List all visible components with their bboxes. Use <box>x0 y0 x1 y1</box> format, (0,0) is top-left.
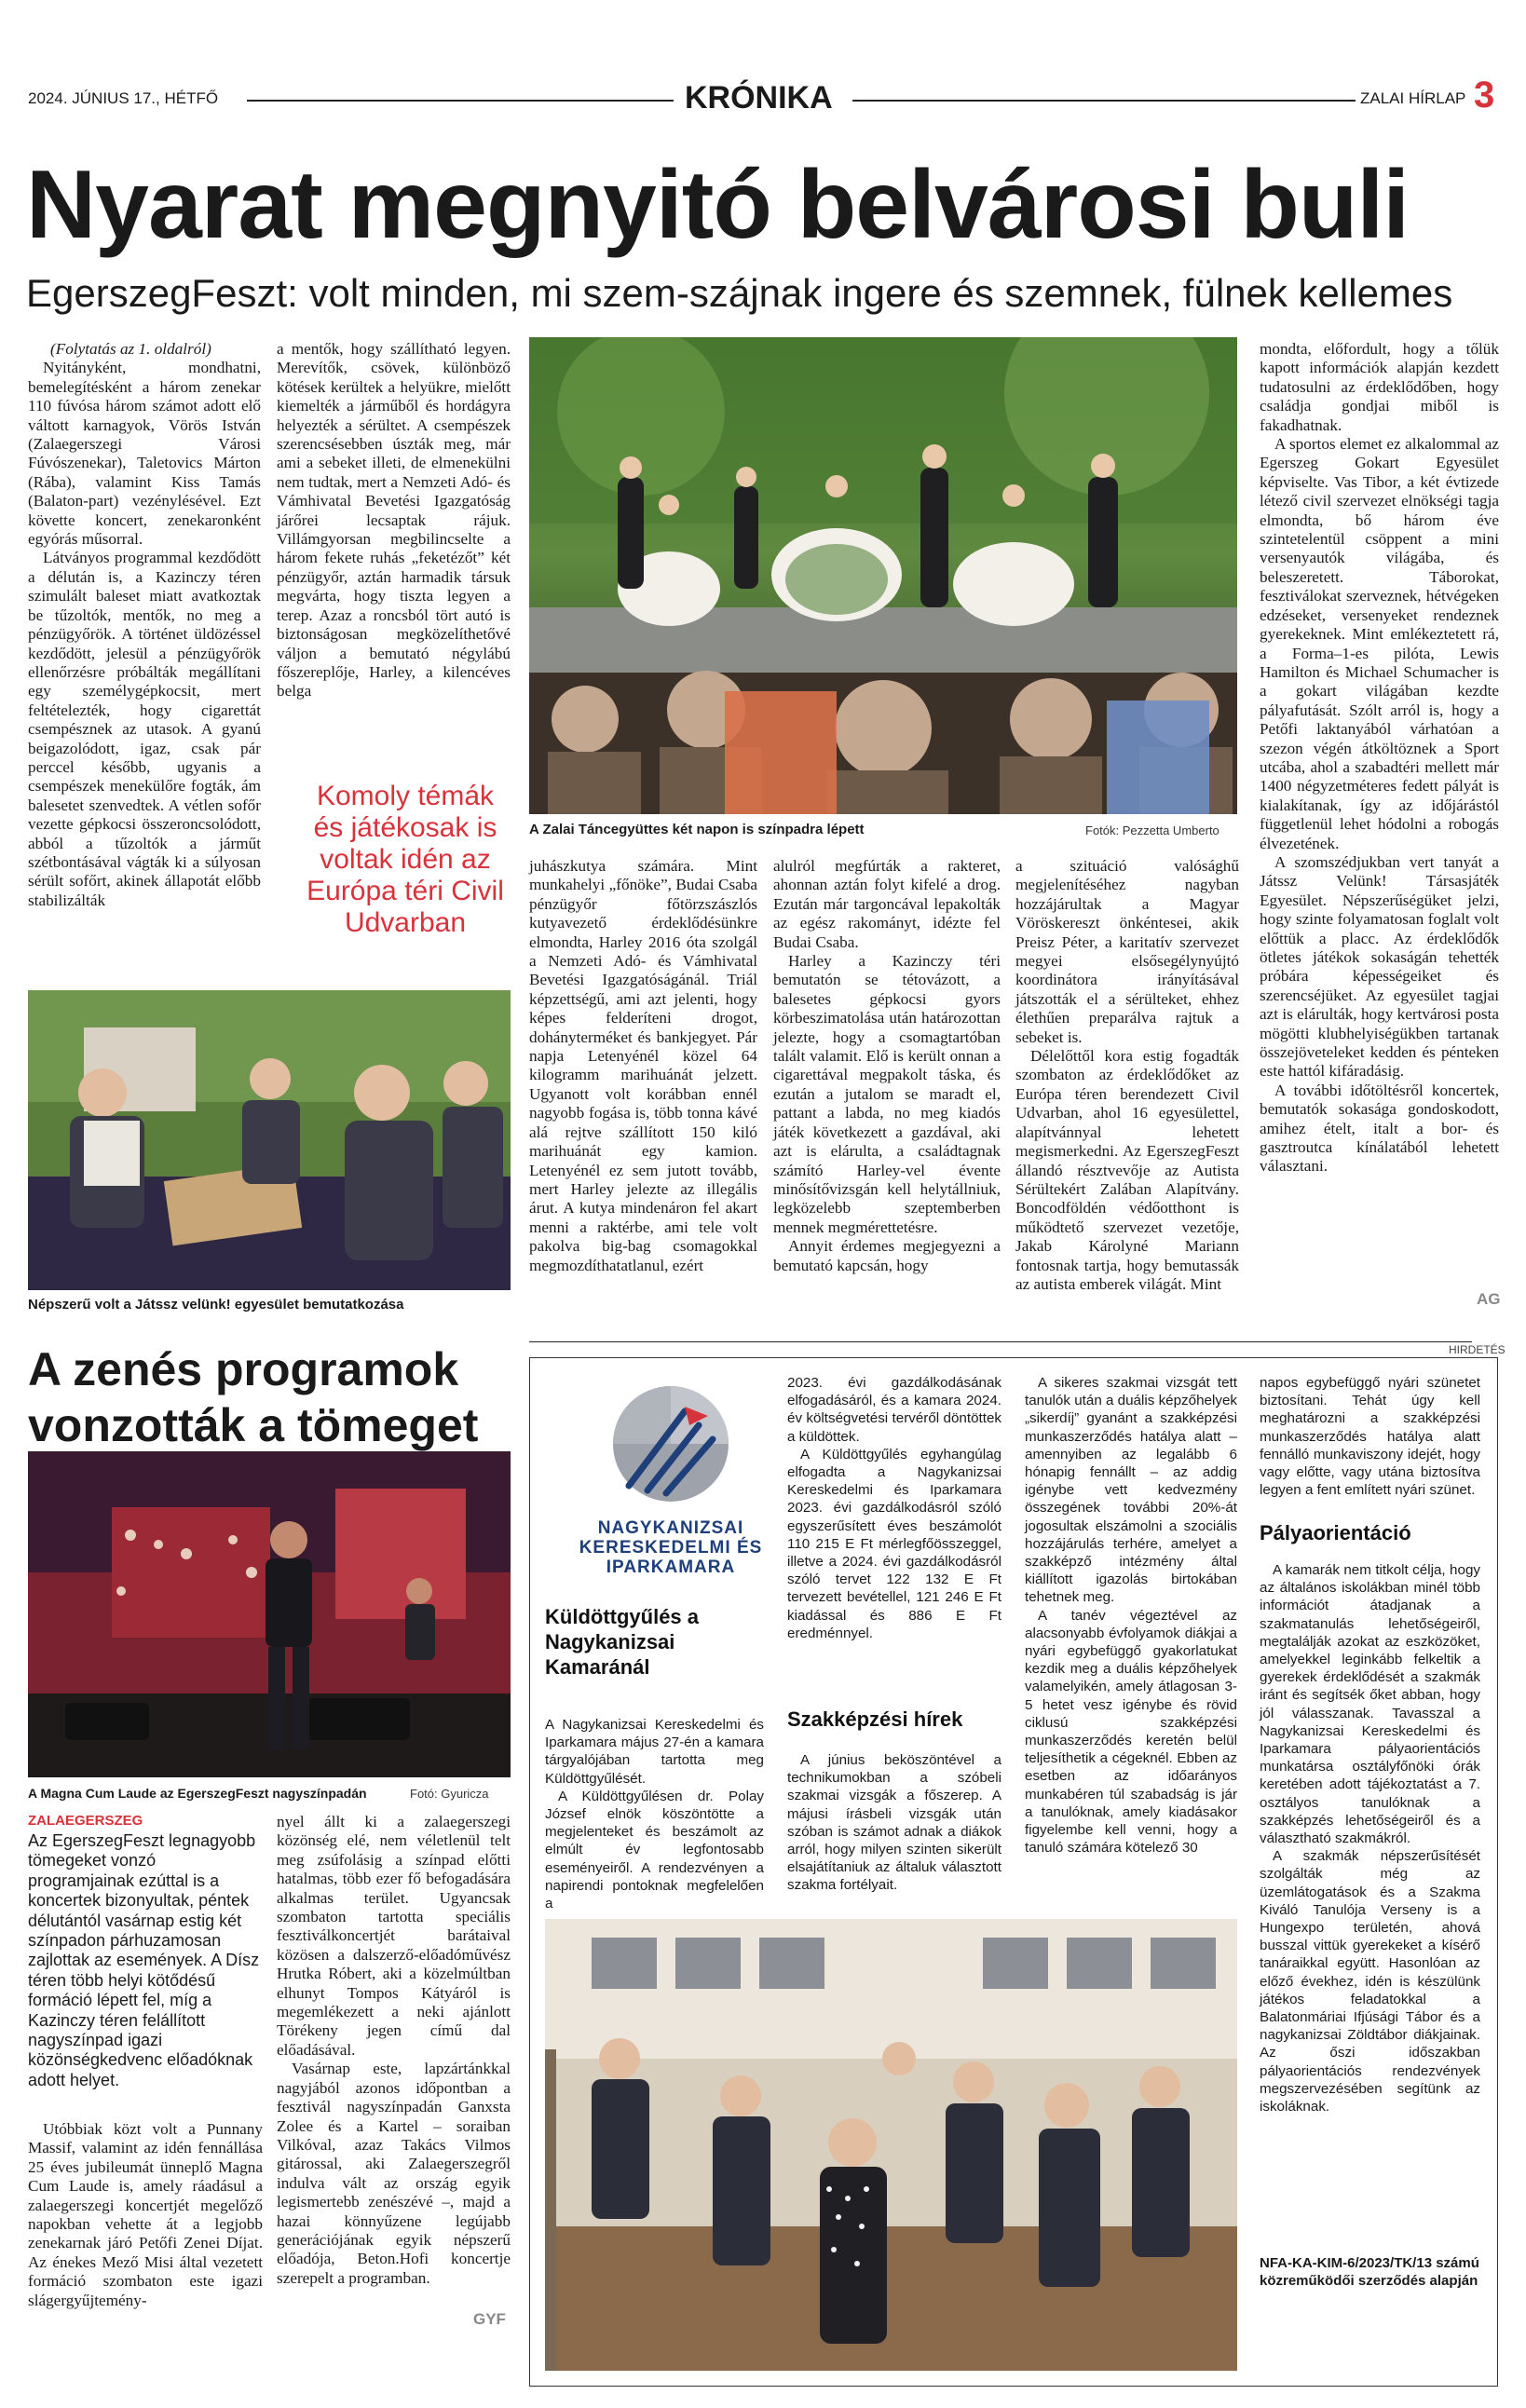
second-col-1 <box>28 2120 263 2310</box>
ad-col-2 <box>787 1374 1001 1642</box>
paragraph: 2023. évi gazdálkodásának elfogadásáról, és a kamara 2024. év költségvetési tervéről döntöttek a küldöttek. <box>787 1375 1001 1445</box>
ad-top-rule <box>529 1341 1472 1342</box>
main-col-6 <box>1260 340 1499 1177</box>
paragraph: napos egybefüggő nyári szünetet biztosítani. Tehát úgy kell meghatározni a szakképzési munkaszerződés hatálya alatt fennálló munkaviszony idejét, hogy vagy előtte, vagy utána biztosítva legyen a fent említett nyári szünet. <box>1260 1375 1480 1499</box>
paragraph: A szakmák népszerűsítését szolgálták még az üzemlátogatások és a Szakma Kiváló Tanulója Verseny is a Hungexpo területén, ahová busszal vittük gyerekeket a kísérő tanáraikkal együtt. Hasonlóan az előző évekhez, idén is készülünk játékos feladatokkal a Balatonmáriai Ifjúsági Tábor és a nagykanizsai Zöldtábor diákjainak. Az őszi időszakban pályaorientációs rendezvények megszervezésében segítünk az iskoláknak. <box>1260 1848 1480 2116</box>
ad-title-orientation: Pályaorientáció <box>1260 1521 1411 1544</box>
main-col-5 <box>1015 857 1239 1294</box>
main-col-3 <box>529 857 757 1275</box>
paragraph: Annyit érdemes megjegyezni a bemutató kapcsán, hogy <box>773 1237 1001 1274</box>
second-headline-line2: vonzották a tömeget <box>28 1399 479 1451</box>
paragraph: mondta, előfordult, hogy a tőlük kapott információk alapján kezdett tudatosulni az érdeklődőben, hogy családja gondjai miből is fakadhatnak. <box>1260 340 1499 434</box>
paragraph: Vasárnap este, lapzártánkkal nagyjából azonos időpontban a fesztivál nagyszínpadán Ganxsta Zolee és a Kartel – soraiban Vilkóval, azaz Takács Vilmos gitárossal, aki Zalaegerszegről indulva vált az ország egyik legismertebb zenészévé –, majd a hazai könnyűzene legújabb generációjának egyik népszerű előadója, Beton.Hofi koncertje szerepelt a programban. <box>277 2060 511 2287</box>
dance-photo-image <box>529 337 1237 814</box>
header-rule-right <box>852 100 1356 102</box>
paragraph: A Küldöttgyűlésen dr. Polay József elnök köszöntötte a megjelenteket és beszámolt az elmúlt év legfontosabb eseményeiről. A rendezvényen a napirendi pontoknak megfelelően a <box>545 1788 764 1912</box>
ad-col-2b <box>787 1751 1001 1895</box>
ad-tag: HIRDETÉS <box>1449 1343 1506 1356</box>
paragraph: A Nagykanizsai Kereskedelmi és Iparkamara május 27-én a kamara tárgyalójában tartotta meg Küldöttgyűlését. <box>545 1717 764 1787</box>
chamber-name-line3: IPARKAMARA <box>606 1558 736 1577</box>
meeting-photo <box>545 1919 1237 2371</box>
paragraph: a mentők, hogy szállítható legyen. Merevítők, csövek, különböző kötések kerültek a helyükre, mielőtt kiemelték a járműből és hordágyra helyezték a sérültet. A csempészek szerencsésebben úszták meg, már ami a sebeket illeti, de elmenekülni nem tudtak, mert a Nemzeti Adó- és Vámhivatal Bevetési Igazgatóság járőrei lecsaptak rájuk. Villámgyorsan megbilincselte a három fekete ruhás „feketézőt” két pénzügyőr, aztán harmadik társuk megvárta, hogy tiszta legyen a terep. Azaz a roncsból tört autó is biztonságosan megközelíthetővé váljon a bemutató négylábú főszereplője, Harley, a kilencéves belga <box>277 340 511 701</box>
second-col-2 <box>277 1813 511 2288</box>
paragraph: alulról megfúrták a rakteret, ahonnan aztán folyt kifelé a drog. Ezután már targoncával lepakolták az egész rakományt, idézte fel Budai Csaba. <box>773 857 1001 951</box>
header-page-number: 3 <box>1474 75 1495 116</box>
paragraph: A sikeres szakmai vizsgát tett tanulók után a duális képzőhelyek „sikerdíj” gyanánt a szakképzési munkaszerződés hatálya alatt – amennyiben az legalább 6 hónapig fennállt – az addig igénybe vett kedvezmény összegének további 20%-át jogosultak elszámolni a szociális hozzájárulás terhére, amelyet a szakképző intézmény által kiállított igazolás birtokában tehetnek meg. <box>1025 1375 1237 1606</box>
boardgame-photo <box>28 990 511 1290</box>
chamber-name <box>554 1518 787 1577</box>
paragraph: A Küldöttgyűlés egyhangúlag elfogadta a Nagykanizsai Kereskedelmi és Iparkamara 2023. évi gazdálkodásról szóló egyszerűsített éves beszámolót 110 215 E Ft mérlegfőösszeggel, illetve a 2024. évi gazdálkodásról szóló tervet 122 132 E Ft tervezett bevétellel, 121 246 E Ft kiadással és 886 E Ft eredménnyel. <box>787 1446 1001 1641</box>
concert-photo-credit: Fotó: Gyuricza <box>410 1787 489 1801</box>
continued-note: (Folytatás az 1. oldalról) <box>50 340 211 358</box>
main-subheadline: EgerszegFeszt: volt minden, mi szem-szájnak ingere és szemnek, fülnek kellemes <box>26 271 1453 315</box>
paragraph: Délelőttől kora estig fogadták szombaton az érdeklődőket az Európa téren berendezett Civil Udvarban, ahol 16 egyesülettel, alapítvánnyal lehetett megismerkedni. Az EgerszegFeszt állandó résztvevője az Autista Sérültekért Zalában Alapítvány. Boncodföldén védőotthont is működtető szervezet vezetője, Jakab Károlyné Mariann fontosnak tartja, hogy bemutassák az autista emberek világát. Mint <box>1015 1047 1239 1293</box>
main-col-4 <box>773 857 1001 1275</box>
paragraph: A sportos elemet ez alkalommal az Egerszeg Gokart Egyesület képviselte. Vas Tibor, a két évtizede létező civil szervezet elnökségi tagja elmondta, bő három éve szintetelentül csöppent a mini versenyautók világába, és beleszeretett. Táborokat, fesztiválokat szerveznek, hétvégeken edzéseket, versenyeket rendeznek gyerekeknek. Mint emlékeztetett rá, a Forma–1-es pilóta, Lewis Hamilton és Michael Schumacher is a gokart világában kezdte pályafutását. Szólt arról is, hogy a Petőfi laktanyából várhatóan a szezon végén átköltöznek a Sport utcába, ahol a szabadtéri mellett már 1400 négyzetméteres fedett pályát is kialakítanak, így az időjárástól függetlenül lehet hódolni a robogás élvezetének. <box>1260 435 1499 852</box>
second-signature: GYF <box>473 2310 506 2328</box>
main-col-2 <box>277 340 511 701</box>
ad-col-4 <box>1260 1374 1480 1499</box>
paragraph: nyel állt ki a zalaegerszegi közönség elé, nem véletlenül telt meg zsúfolásig a színpad előtti hatalmas, több ezer fő befogadására alkalmas terület. Ugyancsak szombaton tartotta speciális fesztiválkoncertjét barátaival közösen a dalszerző-előadóművész Hrutka Róbert, aki a közelmúltban elhunyt Tompos Kátyáról is megemlékezett a neki ajánlott Törékeny jegen című dal előadásával. <box>277 1813 511 2059</box>
main-signature: AG <box>1477 1290 1501 1308</box>
header-section: KRÓNIKA <box>685 80 833 116</box>
paragraph: juhászkutya számára. Mint munkahelyi „főnöke”, Budai Csaba pénzügyőr főtörzszászlós kutyavezető érdeklődésünkre elmondta, Harley 2016 óta szolgál a Nemzeti Adó- és Vámhivatal Bevetési Igazgatóságánál. Triál képzettségű, ami azt jelenti, hogy képes felderíteni drogot, dohányterméket és bankjegyet. Pár napja Letenyénél közel 64 kilogramm marihuánát jelzett. Ugyanott volt korábban ennél nagyobb fogása is, több tonna kávé alá rejtve szállított 150 kiló marihuánát egy kamion. Letenyénél ez sem jutott tovább, mert Harley jelezte az illegális árut. A kutya mindenáron fel akart menni a raktérbe, ami tele volt pakolva big-bag csomagokkal megmozdíthatatlanul, ezért <box>529 857 757 1274</box>
concert-photo-image <box>28 1451 511 1777</box>
meeting-photo-image <box>545 1919 1237 2371</box>
main-headline: Nyarat megnyitó belvárosi buli <box>26 151 1410 259</box>
paragraph: Harley a Kazinczy téri bemutatón se tétovázott, a balesetes gépkocsi gyors körbeszimatolása után határozottan jelezte, hogy a csomagtartóban talált valamit. Elő is került onnan a cigarettával megpakolt táska, és ezután a jutalom se maradt el, pattant a labda, no meg kiadós játék következett a gazdával, aki azt is elárulta, a családtagnak számító Harley-vel évente minősítővizsgán kell helytállniuk, legközelebb szeptemberben mennek megmérettetésre. <box>773 952 1001 1236</box>
chamber-name-line2: KERESKEDELMI ÉS <box>579 1538 763 1558</box>
ad-title-meeting: Küldöttgyűlés a Nagykanizsai Kamaránál <box>545 1605 700 1679</box>
header-paper: ZALAI HÍRLAP <box>1360 89 1466 107</box>
main-col-1 <box>28 340 261 910</box>
paragraph: A tanév végeztével az alacsonyabb évfolyamok diákjai a nyári egybefüggő gyakorlatukat kezdik meg a duális képzőhelyek valamelyikén, amely átlagosan 3-5 hetet vesz igénybe és rövid ciklusú szakképzési munkaszerződés keretén belül teljesíthetik a cégeknél. Ebben az esetben az időarányos munkabéren túl szabadság is jár a tanulóknak, amely kiadásakor figyelembe kell venni, hogy a tanuló számára kötelező 30 <box>1025 1607 1237 1857</box>
chamber-logo-icon <box>596 1374 745 1514</box>
paragraph: A június beköszöntével a technikumokban a szóbeli szakmai vizsgák a főszerep. A májusi írásbeli vizsgák után szóban is számot adnak a diákok arról, hogy milyen szinten sikerült elsajátítaniuk az általuk választott szakma fortélyait. <box>787 1752 1001 1894</box>
dance-photo-caption: A Zalai Táncegyüttes két napon is színpadra lépett <box>529 822 865 837</box>
header-date: 2024. JÚNIUS 17., HÉTFŐ <box>28 89 219 107</box>
paragraph: A szomszédjukban vert tanyát a Játssz Velünk! Társasjáték Egyesület. Népszerűségüket jelzi, hogy szinte folyamatosan foglalt volt előttük a placc. Az érdeklődők ötletes játékok sokaságán tehették próbára képességeiket és szerencséjüket. Az egyesület tagjai azt is elárulták, hogy kertvárosi posta mögötti klubhelyiségükben tartanak összejöveteleket kedden és pénteken este hattól kifáradásig. <box>1260 852 1499 1081</box>
pull-quote: Komoly témák és játékosak is voltak idén az Európa téri Civil Udvarban <box>307 781 504 938</box>
concert-photo-caption: A Magna Cum Laude az EgerszegFeszt nagyszínpadán <box>28 1786 367 1801</box>
chamber-logo <box>596 1374 745 1514</box>
paragraph: A további időtöltésről koncertek, bemutatók sokasága gondoskodott, amihez ételt, italt a bor- és gasztroutca kínálatából lehetett választani. <box>1260 1081 1499 1176</box>
ad-footer-code: NFA-KA-KIM-6/2023/TK/13 számú közreműködői szerződés alapján <box>1260 2255 1479 2289</box>
paragraph: Nyitányként, mondhatni, bemelegítésként a három zenekar 110 fúvósa három számot adott elő váltott karnagyok, Vörös István (Zalaegerszegi Városi Fúvószenekar), Taletovics Márton (Rába), valamint Kiss Tamás (Balaton-part) vezénylésével. Ezt követte koncert, zenekaronként egyórás műsorral. <box>28 359 261 549</box>
ad-col-3 <box>1025 1374 1237 1857</box>
paragraph: A kamarák nem titkolt célja, hogy az általános iskolákban minél több információt átadjanak a szakmatanulás lehetőségeiről, megtalálják azokat az eszközöket, amelyekkel leginkább felkeltik a gyerekek érdeklődését a szakmák iránt és segítsék őket abban, hogy jól válasszanak. Tavasszal a Nagykanizsai Kereskedelmi és Iparkamara pályaorientációs munkatársa osztályfőnöki órák keretében adott tájékoztatást a 7. osztályos tanulóknak a szakképzés lehetőségeiről és a választható szakmákról. <box>1260 1562 1480 1847</box>
boardgame-photo-caption: Népszerű volt a Játssz velünk! egyesület bemutatkozása <box>28 1297 404 1313</box>
chamber-name-line1: NAGYKANIZSAI <box>597 1518 744 1538</box>
header-rule-left <box>247 100 674 102</box>
second-lead: Az EgerszegFeszt legnagyobb tömegeket vonzó programjainak ezúttal is a koncertek bizonyultak, péntek délutántól vasárnap estig két színpadon párhuzamosan zajlottak az események. A Dísz téren több helyi kötődésű formáció lépett fel, míg a Kazinczy téren felállított nagyszínpad igazi közönségkedvenc előadóknak adott helyet. <box>28 1831 260 2089</box>
second-headline-line1: A zenés programok <box>28 1343 459 1395</box>
boardgame-photo-image <box>28 990 511 1290</box>
dance-photo <box>529 337 1237 814</box>
paragraph: a szituáció valósághű megjelenítéséhez nagyban hozzájárultak a Magyar Vöröskereszt önkéntesei, akik Preisz Péter, a karitatív szervezet megyei elsősegélynyújtó koordinátora irányításával játszották el a sérülteket, ehhez élethűen preparálva rajtuk a sebeket is. <box>1015 857 1239 1046</box>
ad-title-training: Szakképzési hírek <box>787 1707 963 1731</box>
paragraph: Látványos programmal kezdődött a délután is, a Kazinczy téren szimulált baleset miatt avatkoztak be tűzoltók, mentők, no meg a pénzügyőrök. A történet üldözéssel kezdődött, jelesül a pénzügyőrök ellenőrzésre próbálták megállítani egy személygépkocsit, mert feltételezték, hogy cigarettát csempésznek az utasok. A gyanú beigazolódott, igaz, csak pár perccel később, ugyanis a csempészek menekülőre fogták, ám balesetet szenvedtek. A vétlen sofőr vezette gépkocsi összeroncsolódott, abból a tűzoltók a járműt szétbontásával vágták ki a súlyosan sérült sofőrt, akinek állapotát előbb stabilizálták <box>28 549 261 909</box>
second-headline <box>28 1341 512 1453</box>
concert-photo <box>28 1451 511 1777</box>
paragraph: Utóbbiak közt volt a Punnany Massif, valamint az idén fennállása 25 éves jubileumát ünneplő Magna Cum Laude is, amely ráadásul a zalaegerszegi koncertjét megelőző napokban vehette át a legjobb zenekarnak járó Petőfi Zenei Díjat. Az énekes Mező Misi által vezetett formáció szombaton este igazi slágergyűjtemény- <box>28 2120 263 2309</box>
ad-col-1 <box>545 1716 764 1912</box>
ad-col-4b <box>1260 1561 1480 2116</box>
dance-photo-credit: Fotók: Pezzetta Umberto <box>1085 823 1219 837</box>
second-dateline: ZALAEGERSZEG <box>28 1813 143 1829</box>
